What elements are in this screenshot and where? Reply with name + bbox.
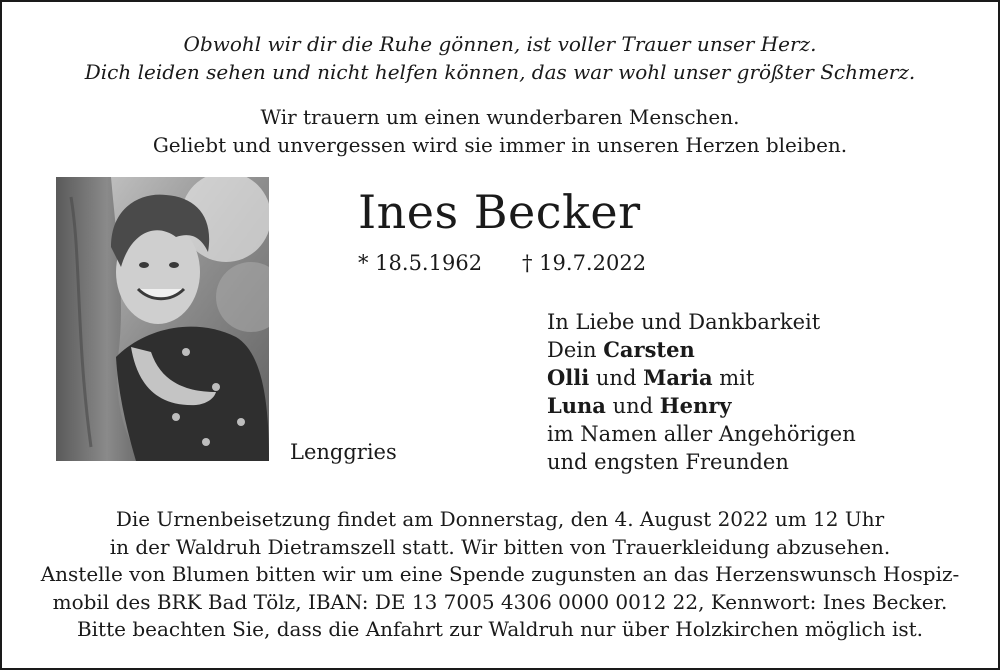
notice-line-4: mobil des BRK Bad Tölz, IBAN: DE 13 7005 4306 0000 0012 22, Kennwort: Ines Becker. — [52, 589, 948, 614]
mourner-name: Carsten — [603, 337, 695, 362]
mourner-name: Luna — [547, 393, 606, 418]
notice-line-2: in der Waldruh Dietramszell statt. Wir bitten von Trauerkleidung abzusehen. — [109, 534, 891, 559]
verse-line-1: Obwohl wir dir die Ruhe gönnen, ist voller Trauer unser Herz. — [183, 32, 817, 56]
notice-line-5: Bitte beachten Sie, dass die Anfahrt zur Waldruh nur über Holzkirchen möglich ist. — [76, 617, 924, 641]
mourner-name: Maria — [643, 365, 713, 390]
family-line-3 — [547, 364, 856, 392]
death-date: † 19.7.2022 — [522, 251, 647, 275]
family-line-6: und engsten Freunden — [547, 450, 789, 474]
family-word-und: und — [589, 366, 644, 390]
intro-line-1: Wir trauern um einen wunderbaren Menschen. — [260, 105, 740, 129]
family-line-4 — [547, 392, 856, 420]
funeral-notice — [0, 506, 1000, 644]
family-word-dein: Dein — [547, 338, 604, 362]
family-line-5: im Namen aller Angehörigen — [547, 422, 856, 446]
notice-line-1: Die Urnenbeisetzung findet am Donnerstag, den 4. August 2022 um 12 Uhr — [115, 507, 885, 531]
verse — [0, 30, 1000, 86]
verse-line-2: Dich leiden sehen und nicht helfen können, das war wohl unser größter Schmerz. — [84, 60, 916, 84]
mourners-block — [547, 308, 856, 476]
family-line-2 — [547, 336, 856, 364]
portrait-photo — [56, 177, 269, 461]
family-word-mit: mit — [712, 366, 755, 390]
notice-line-3: Anstelle von Blumen bitten wir um eine Spende zugunsten an das Herzenswunsch Hospiz- — [40, 562, 960, 586]
family-word-und: und — [605, 394, 660, 418]
intro-line-2: Geliebt und unvergessen wird sie immer in unseren Herzen bleiben. — [152, 133, 848, 157]
residence-place: Lenggries — [290, 440, 397, 464]
mourner-name: Olli — [547, 365, 590, 390]
intro-text — [0, 103, 1000, 159]
portrait-illustration — [56, 177, 269, 461]
family-line-1: In Liebe und Dankbarkeit — [547, 310, 821, 334]
birth-date: * 18.5.1962 — [358, 251, 483, 275]
mourner-name: Henry — [659, 393, 732, 418]
deceased-name: Ines Becker — [358, 185, 641, 239]
